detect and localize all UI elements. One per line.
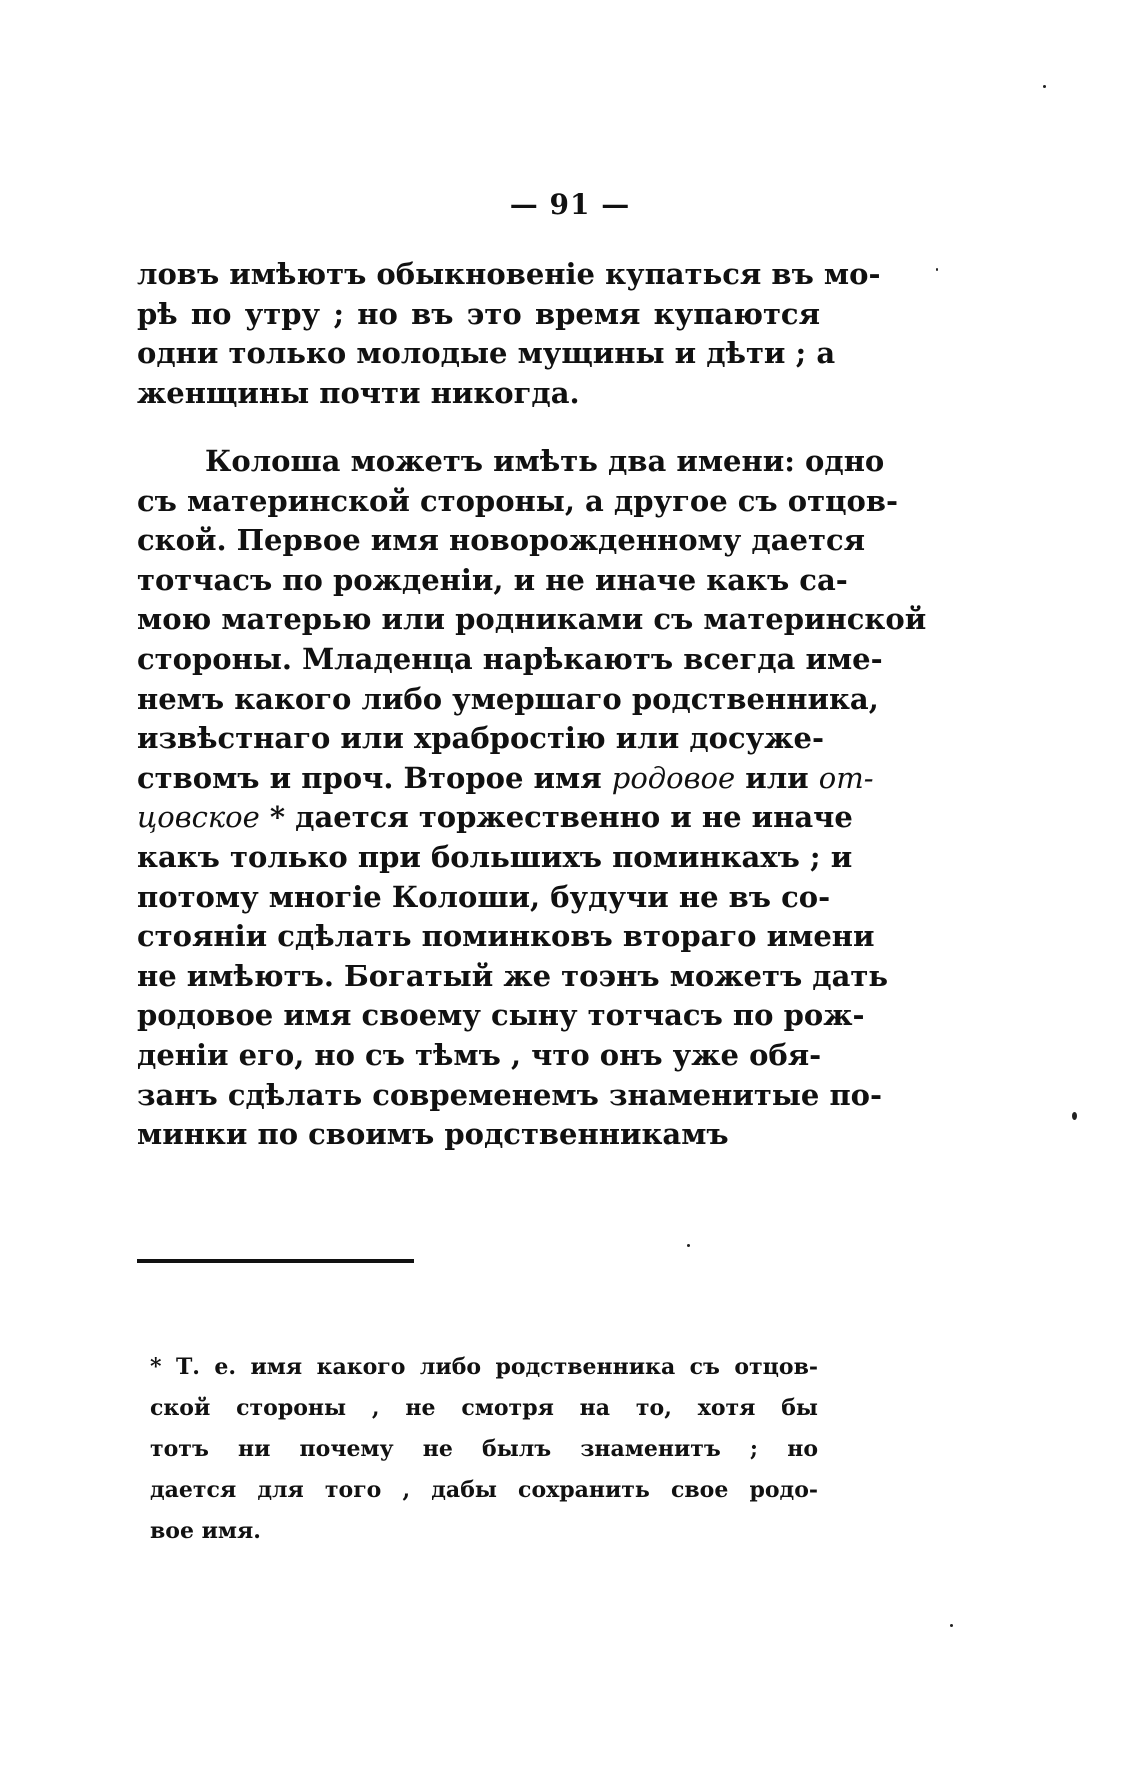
text-line-mixed xyxy=(137,798,853,838)
scan-speck xyxy=(936,268,938,271)
text-line: женщины почти никогда. xyxy=(137,375,580,410)
footnote-line: дается для того , дабы сохранить свое родо- xyxy=(150,1477,818,1503)
text-line: извѣстнаго или храбростію или досуже- xyxy=(137,721,824,756)
footnote-line: тотъ ни почему не былъ знаменитъ ; но xyxy=(150,1436,818,1462)
text-line: занъ сдѣлать современемъ знаменитые по- xyxy=(137,1077,883,1112)
text-line: минки по своимъ родственникамъ xyxy=(137,1117,729,1152)
text-line: стояніи сдѣлать поминковъ втораго имени xyxy=(137,919,875,954)
page-number: — 91 — xyxy=(509,188,631,221)
footnote xyxy=(150,1347,818,1552)
text-line: какъ только при большихъ поминкахъ ; и xyxy=(137,839,853,874)
text-segment: ствомъ и проч. Второе имя xyxy=(137,760,602,795)
text-line: не имѣютъ. Богатый же тоэнъ можетъ дать xyxy=(137,958,889,993)
text-line-mixed xyxy=(137,759,874,799)
italic-term: от- xyxy=(818,760,874,795)
text-line: тотчасъ по рожденіи, и не иначе какъ са- xyxy=(137,562,848,597)
text-line: стороны. Младенца нарѣкаютъ всегда име- xyxy=(137,641,883,676)
footnote-line: вое имя. xyxy=(150,1518,261,1544)
text-line: деніи его, но съ тѣмъ , что онъ уже обя- xyxy=(137,1037,822,1072)
italic-term: цовское xyxy=(137,800,260,835)
text-line: рѣ по утру ; но въ это время купаются xyxy=(137,296,820,331)
text-line: ловъ имѣютъ обыкновеніе купаться въ мо- xyxy=(137,257,881,291)
footnote-line: ской стороны , не смотря на то, хотя бы xyxy=(150,1395,818,1421)
footnote-line: * Т. е. имя какого либо родственника съ отцов- xyxy=(150,1354,818,1380)
paragraph-names xyxy=(137,442,927,1155)
text-segment: * дается торжественно и не иначе xyxy=(259,800,853,835)
text-line: одни только молодые мущины и дѣти ; а xyxy=(137,336,836,371)
text-segment: или xyxy=(735,760,819,795)
scan-speck xyxy=(1072,1112,1077,1120)
text-line: ской. Первое имя новорожденному дается xyxy=(137,523,866,558)
italic-term: родовое xyxy=(611,760,736,795)
scan-speck xyxy=(687,1244,690,1247)
text-line: родовое имя своему сыну тотчасъ по рож- xyxy=(137,998,865,1033)
text-line: потому многіе Колоши, будучи не въ со- xyxy=(137,879,831,914)
footnote-divider xyxy=(137,1259,414,1263)
scan-speck xyxy=(950,1624,953,1627)
scan-speck xyxy=(1043,85,1046,88)
paragraph-continued xyxy=(137,255,881,413)
text-line: немъ какого либо умершаго родственника, xyxy=(137,681,879,716)
text-line: Колоша можетъ имѣть два имени: одно xyxy=(205,444,885,478)
text-line: съ материнской стороны, а другое съ отцов- xyxy=(137,483,899,518)
text-line: мою матерью или родниками съ материнской xyxy=(137,602,927,637)
